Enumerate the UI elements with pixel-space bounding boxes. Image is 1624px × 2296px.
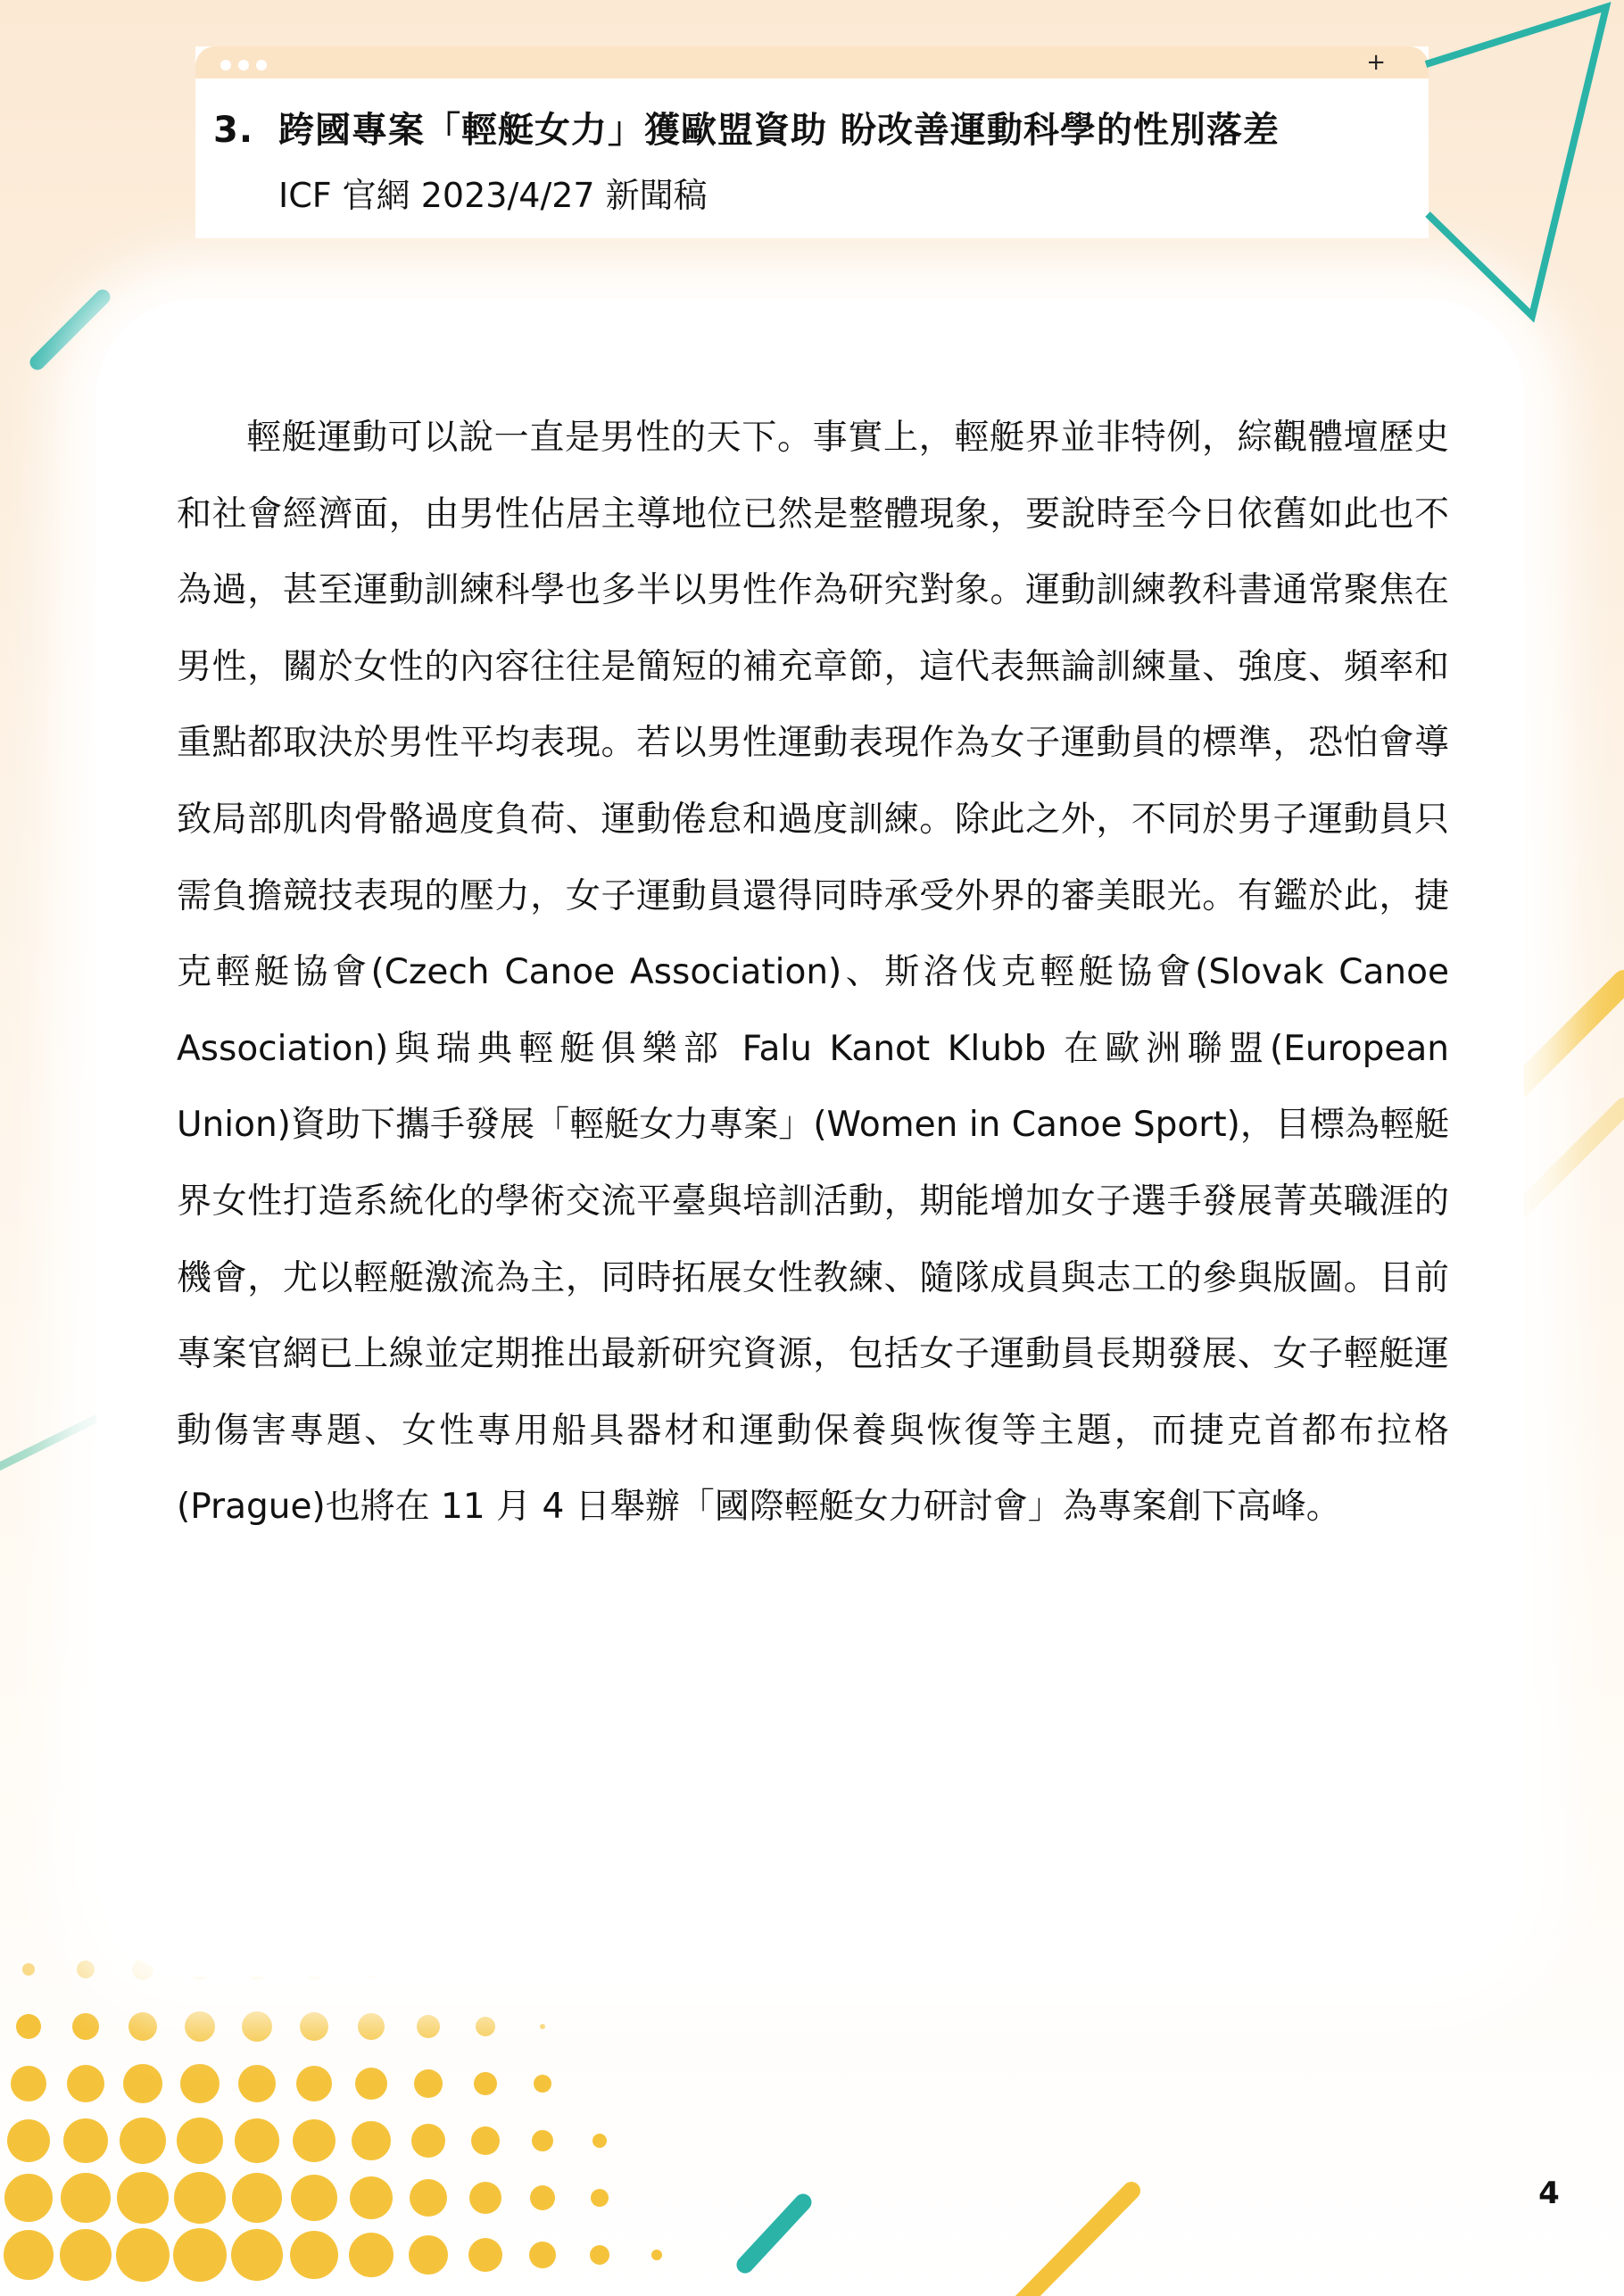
page-number: 4 (1538, 2176, 1560, 2211)
plus-icon[interactable]: + (1366, 49, 1386, 76)
article-source: ICF 官網 2023/4/27 新聞稿 (278, 176, 708, 215)
article-body: 輕艇運動可以說一直是男性的天下。事實上，輕艇界並非特例，綜觀體壇歷史和社會經濟面，由男性佔居主導地位已然是整體現象，要說時至今日依舊如此也不為過，甚至運動訓練科學也多半以男性作為研究對象。運動訓練教科書通常聚焦在男性，關於女性的內容往往是簡短的補充章節，這代表無論訓練量、強度、頻率和重點都取決於男性平均表現。若以男性運動表現作為女子運動員的標準，恐怕會導致局部肌肉骨骼過度負荷、運動倦怠和過度訓練。除此之外，不同於男子運動員只需負擔競技表現的壓力，女子運動員還得同時承受外界的審美眼光。有鑑於此，捷克輕艇協會(Czech Canoe Association)、斯洛伐克輕艇協會(Slovak Canoe Association)與瑞典輕艇俱樂部 Falu Kanot Klubb 在歐洲聯盟(European Union)資助下攜手發展「輕艇女力專案」(Women in Canoe Sport)，目標為輕艇界女性打造系統化的學術交流平臺與培訓活動，期能增加女子選手發展菁英職涯的機會，尤以輕艇激流為主，同時拓展女性教練、隨隊成員與志工的參與版圖。目前專案官網已上線並定期推出最新研究資源，包括女子運動員長期發展、女子輕艇運動傷害專題、女性專用船具器材和運動保養與恢復等主題，而捷克首都布拉格(Prague)也將在 11 月 4 日舉辦「國際輕艇女力研討會」為專案創下高峰。 (177, 418, 1449, 1528)
teal-triangle (1426, 7, 1606, 316)
article-title-text: 跨國專案「輕艇女力」獲歐盟資助 盼改善運動科學的性別落差 (278, 110, 1280, 151)
article-number: 3. (213, 110, 254, 151)
